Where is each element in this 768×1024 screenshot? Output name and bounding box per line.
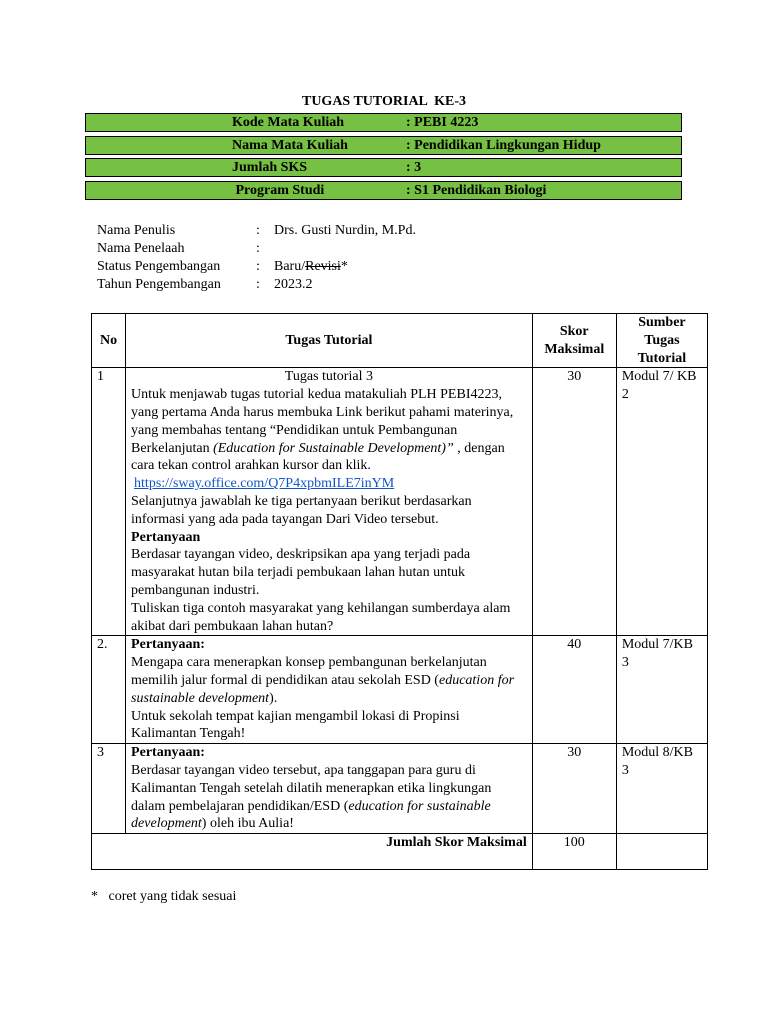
- colon: :: [256, 241, 260, 256]
- question-text-start: Berdasar tayangan video tersebut, apa tanggapan para guru di Kalimantan Tengah setelah dilatih menerapkan etika lingkungan dalam pembelajaran pendidikan/ESD (: [131, 762, 492, 814]
- credits-value: : 3: [406, 160, 422, 175]
- question-text: [131, 654, 527, 707]
- course-code-label: Kode Mata Kuliah: [232, 115, 345, 130]
- course-code-row: [85, 113, 682, 132]
- course-name-value: : Pendidikan Lingkungan Hidup: [406, 138, 601, 153]
- total-value: 100: [532, 834, 616, 870]
- author-value: Drs. Gusti Nurdin, M.Pd.: [274, 223, 416, 238]
- tutorial-task-table: [91, 313, 708, 870]
- table-row: [92, 744, 708, 834]
- table-row: [92, 368, 708, 636]
- task-intro: [131, 386, 527, 475]
- score-cell: 30: [532, 744, 616, 834]
- header-score: Skor Maksimal: [532, 314, 616, 368]
- year-label: Tahun Pengembangan: [97, 277, 221, 292]
- task-cell: [126, 744, 533, 834]
- intro-text: Untuk menjawab tugas tutorial kedua matakuliah PLH PEBI4223, yang pertama Anda harus membuka Link berikut pahami materinya, yang membahas tentang “Pendidikan untuk Pembangunan Berkelanjutan: [131, 387, 514, 456]
- footnote: * coret yang tidak sesuai: [91, 889, 237, 904]
- total-source-empty: [616, 834, 707, 870]
- question-italic: education for sustainable development: [131, 798, 491, 832]
- total-label: Jumlah Skor Maksimal: [92, 834, 533, 870]
- colon: :: [256, 259, 260, 274]
- credits-label: Jumlah SKS: [232, 160, 308, 175]
- status-label: Status Pengembangan: [97, 259, 221, 274]
- study-program-row: [85, 181, 682, 200]
- header-task: Tugas Tutorial: [126, 314, 533, 368]
- source-cell: Modul 8/KB 3: [616, 744, 707, 834]
- task-cell: [126, 636, 533, 744]
- status-baru: Baru/: [274, 259, 306, 274]
- header-no: No: [92, 314, 126, 368]
- question-label: Pertanyaan:: [131, 745, 205, 761]
- reviewer-label: Nama Penelaah: [97, 241, 185, 256]
- row-number: 2.: [92, 636, 126, 744]
- question-text-start: Mengapa cara menerapkan konsep pembangunan berkelanjutan memilih jalur formal di pendidikan atau sekolah ESD (: [131, 655, 487, 688]
- score-cell: 30: [532, 368, 616, 636]
- score-cell: 40: [532, 636, 616, 744]
- course-name-label: Nama Mata Kuliah: [232, 138, 348, 153]
- status-revisi: Revisi: [305, 259, 341, 274]
- source-cell: Modul 7/KB 3: [616, 636, 707, 744]
- status-value: [274, 258, 348, 276]
- question-text: [131, 762, 527, 833]
- task-heading: Tugas tutorial 3: [284, 369, 373, 385]
- source-cell: Modul 7/ KB 2: [616, 368, 707, 636]
- question-location: Untuk sekolah tempat kajian mengambil lokasi di Propinsi Kalimantan Tengah!: [131, 708, 460, 742]
- row-number: 1: [92, 368, 126, 636]
- year-value: 2023.2: [274, 277, 313, 292]
- header-source: Sumber Tugas Tutorial: [616, 314, 707, 368]
- course-name-row: [85, 136, 682, 155]
- study-program-value: : S1 Pendidikan Biologi: [406, 183, 547, 198]
- course-code-value: : PEBI 4223: [406, 115, 479, 130]
- row-number: 3: [92, 744, 126, 834]
- document-title: TUGAS TUTORIAL KE-3: [301, 94, 467, 109]
- question-text-end: ).: [269, 690, 278, 706]
- sway-link[interactable]: https://sway.office.com/Q7P4xpbmILE7inYM: [134, 476, 395, 492]
- total-row: [92, 834, 708, 870]
- question-label: Pertanyaan: [131, 529, 201, 545]
- status-star: *: [340, 259, 348, 274]
- intro-text-end: , dengan cara tekan control arahkan kursor dan klik.: [131, 440, 505, 474]
- question-2: Tuliskan tiga contoh masyarakat yang kehilangan sumberdaya alam akibat dari pembukaan lahan hutan?: [131, 600, 511, 634]
- table-header-row: [92, 314, 708, 368]
- question-label: Pertanyaan:: [131, 637, 205, 653]
- credits-row: [85, 158, 682, 177]
- colon: :: [256, 277, 260, 292]
- colon: :: [256, 223, 260, 238]
- question-italic: education for sustainable development: [131, 672, 515, 706]
- intro-italic: (Education for Sustainable Development)”: [213, 440, 454, 456]
- question-text-end: ) oleh ibu Aulia!: [201, 816, 294, 832]
- author-label: Nama Penulis: [97, 223, 176, 238]
- question-1: Berdasar tayangan video, deskripsikan apa yang terjadi pada masyarakat hutan bila terjadi pembukaan lahan hutan untuk pembangunan industri.: [131, 547, 471, 598]
- task-cell: [126, 368, 533, 636]
- task-instruction: Selanjutnya jawablah ke tiga pertanyaan berikut berdasarkan informasi yang ada pada tayangan Dari Video tersebut.: [131, 493, 472, 527]
- table-row: [92, 636, 708, 744]
- study-program-label: Program Studi: [232, 183, 325, 198]
